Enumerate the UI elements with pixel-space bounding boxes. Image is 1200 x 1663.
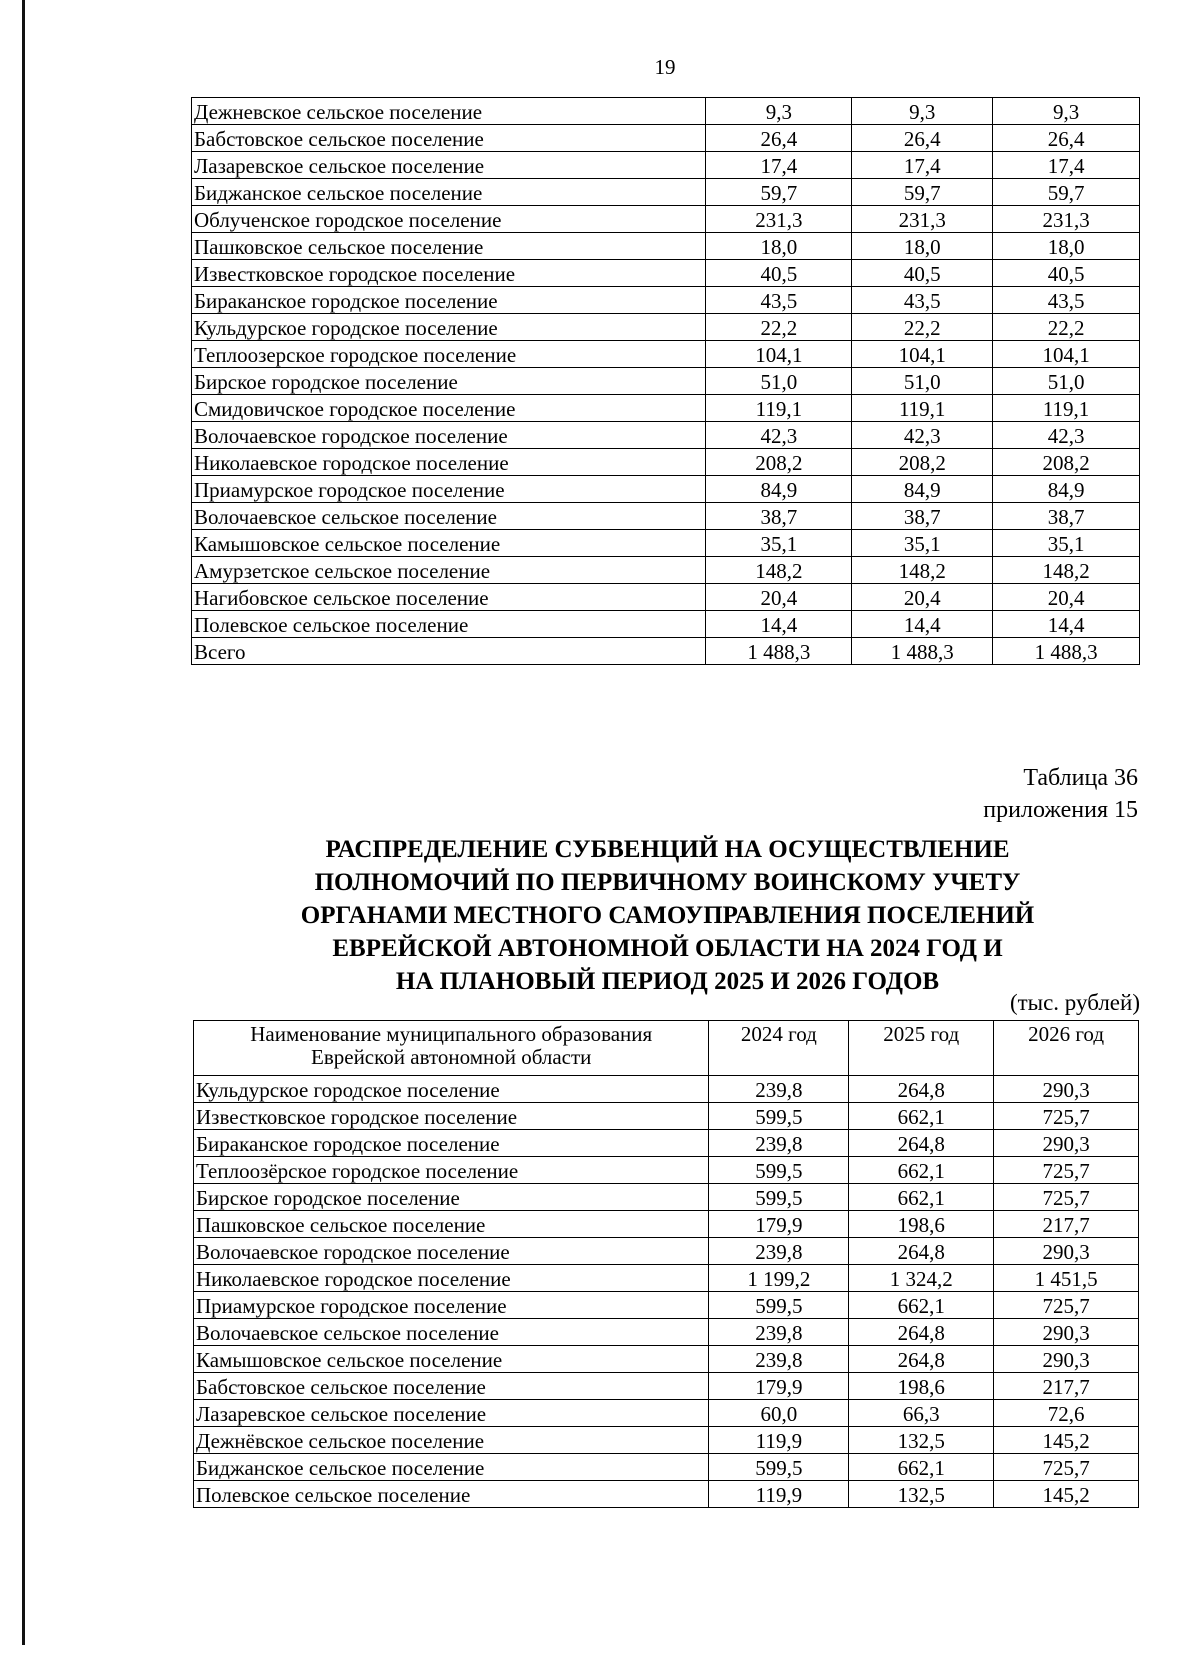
- table-row: [194, 1265, 1139, 1292]
- amount-cell: 662,1: [849, 1157, 994, 1184]
- amount-cell: 42,3: [706, 422, 852, 449]
- amount-cell: 599,5: [709, 1454, 849, 1481]
- amount-cell: 725,7: [994, 1184, 1139, 1211]
- table-row: [192, 179, 1140, 206]
- header-name-cell: [194, 1021, 709, 1076]
- amount-cell: 20,4: [993, 584, 1140, 611]
- amount-cell: 119,1: [706, 395, 852, 422]
- amount-cell: 40,5: [852, 260, 993, 287]
- amount-cell: 59,7: [706, 179, 852, 206]
- amount-cell: 17,4: [852, 152, 993, 179]
- amount-cell: 22,2: [993, 314, 1140, 341]
- amount-cell: 264,8: [849, 1130, 994, 1157]
- settlement-name-cell: Камышовское сельское поселение: [192, 530, 706, 557]
- page-number: 19: [654, 55, 676, 79]
- amount-cell: 239,8: [709, 1346, 849, 1373]
- settlement-name-cell: Николаевское городское поселение: [194, 1265, 709, 1292]
- settlement-name-cell: Полевское сельское поселение: [192, 611, 706, 638]
- table-row: [192, 152, 1140, 179]
- amount-cell: 60,0: [709, 1400, 849, 1427]
- amount-cell: 20,4: [852, 584, 993, 611]
- amount-cell: 119,1: [852, 395, 993, 422]
- settlement-name-cell: Пашковское сельское поселение: [192, 233, 706, 260]
- amount-cell: 18,0: [993, 233, 1140, 260]
- amount-cell: 148,2: [706, 557, 852, 584]
- amount-cell: 239,8: [709, 1076, 849, 1103]
- settlement-name-cell: Кульдурское городское поселение: [192, 314, 706, 341]
- table-caption-appendix: приложения 15: [983, 797, 1138, 823]
- table-row: [192, 368, 1140, 395]
- amount-cell: 84,9: [993, 476, 1140, 503]
- amount-cell: 1 451,5: [994, 1265, 1139, 1292]
- settlement-name-cell: Дежневское сельское поселение: [192, 98, 706, 125]
- amount-cell: 290,3: [994, 1238, 1139, 1265]
- amount-cell: 35,1: [852, 530, 993, 557]
- bottom-table: [193, 1020, 1139, 1508]
- settlement-name-cell: Известковское городское поселение: [192, 260, 706, 287]
- bottom-table-header: [194, 1021, 1139, 1076]
- amount-cell: 40,5: [706, 260, 852, 287]
- amount-cell: 132,5: [849, 1481, 994, 1508]
- table-row: [192, 449, 1140, 476]
- amount-cell: 1 488,3: [706, 638, 852, 665]
- bottom-table-body: [194, 1076, 1139, 1508]
- table-row: [194, 1103, 1139, 1130]
- settlement-name-cell: Облученское городское поселение: [192, 206, 706, 233]
- table-row: [194, 1238, 1139, 1265]
- amount-cell: 40,5: [993, 260, 1140, 287]
- table-row: [194, 1157, 1139, 1184]
- header-row: [194, 1021, 1139, 1076]
- amount-cell: 208,2: [852, 449, 993, 476]
- settlement-name-cell: Известковское городское поселение: [194, 1103, 709, 1130]
- amount-cell: 198,6: [849, 1211, 994, 1238]
- table-row: [194, 1481, 1139, 1508]
- amount-cell: 145,2: [994, 1427, 1139, 1454]
- amount-cell: 18,0: [706, 233, 852, 260]
- amount-cell: 18,0: [852, 233, 993, 260]
- amount-cell: 59,7: [993, 179, 1140, 206]
- table-row: [192, 125, 1140, 152]
- table-row: [194, 1427, 1139, 1454]
- header-2026: 2026 год: [994, 1021, 1139, 1076]
- amount-cell: 26,4: [993, 125, 1140, 152]
- amount-cell: 22,2: [852, 314, 993, 341]
- table-row: [192, 314, 1140, 341]
- amount-cell: 599,5: [709, 1292, 849, 1319]
- amount-cell: 725,7: [994, 1454, 1139, 1481]
- settlement-name-cell: Нагибовское сельское поселение: [192, 584, 706, 611]
- header-2024: 2024 год: [709, 1021, 849, 1076]
- table-row: [192, 287, 1140, 314]
- amount-cell: 725,7: [994, 1292, 1139, 1319]
- settlement-name-cell: Теплоозёрское городское поселение: [194, 1157, 709, 1184]
- amount-cell: 14,4: [993, 611, 1140, 638]
- amount-cell: 231,3: [852, 206, 993, 233]
- settlement-name-cell: Пашковское сельское поселение: [194, 1211, 709, 1238]
- table-row: [194, 1373, 1139, 1400]
- table-row: [192, 260, 1140, 287]
- amount-cell: 26,4: [706, 125, 852, 152]
- table-caption-number: Таблица 36: [1023, 765, 1138, 791]
- amount-cell: 9,3: [706, 98, 852, 125]
- amount-cell: 9,3: [852, 98, 993, 125]
- amount-cell: 104,1: [706, 341, 852, 368]
- amount-cell: 239,8: [709, 1319, 849, 1346]
- table-row: [192, 233, 1140, 260]
- table-row: [194, 1211, 1139, 1238]
- settlement-name-cell: Биджанское сельское поселение: [194, 1454, 709, 1481]
- header-name-line1: Наименование муниципального образования: [250, 1022, 653, 1046]
- amount-cell: 148,2: [993, 557, 1140, 584]
- amount-cell: 51,0: [993, 368, 1140, 395]
- table-row: [192, 611, 1140, 638]
- amount-cell: 239,8: [709, 1130, 849, 1157]
- amount-cell: 43,5: [852, 287, 993, 314]
- amount-cell: 43,5: [706, 287, 852, 314]
- document-title: [190, 833, 1145, 998]
- amount-cell: 290,3: [994, 1130, 1139, 1157]
- amount-cell: 290,3: [994, 1319, 1139, 1346]
- amount-cell: 51,0: [852, 368, 993, 395]
- table-row: [194, 1184, 1139, 1211]
- settlement-name-cell: Волочаевское городское поселение: [194, 1238, 709, 1265]
- settlement-name-cell: Камышовское сельское поселение: [194, 1346, 709, 1373]
- header-name-line2: Еврейской автономной области: [311, 1045, 592, 1070]
- table-row: [192, 530, 1140, 557]
- amount-cell: 662,1: [849, 1103, 994, 1130]
- top-table: [191, 97, 1140, 665]
- amount-cell: 35,1: [706, 530, 852, 557]
- amount-cell: 725,7: [994, 1157, 1139, 1184]
- amount-cell: 1 199,2: [709, 1265, 849, 1292]
- table-row: [192, 206, 1140, 233]
- table-row: [194, 1319, 1139, 1346]
- units-note: (тыс. рублей): [1009, 990, 1140, 1015]
- top-table-body: [192, 98, 1140, 665]
- amount-cell: 264,8: [849, 1346, 994, 1373]
- settlement-name-cell: Смидовичское городское поселение: [192, 395, 706, 422]
- table-row: [194, 1400, 1139, 1427]
- amount-cell: 17,4: [993, 152, 1140, 179]
- settlement-name-cell: Бирское городское поселение: [194, 1184, 709, 1211]
- amount-cell: 38,7: [993, 503, 1140, 530]
- table-row: [192, 98, 1140, 125]
- settlement-name-cell: Теплоозерское городское поселение: [192, 341, 706, 368]
- title-line: ОРГАНАМИ МЕСТНОГО САМОУПРАВЛЕНИЯ ПОСЕЛЕНИЙ: [300, 902, 1035, 929]
- settlement-name-cell: Амурзетское сельское поселение: [192, 557, 706, 584]
- amount-cell: 119,9: [709, 1427, 849, 1454]
- settlement-name-cell: Бабстовское сельское поселение: [192, 125, 706, 152]
- amount-cell: 290,3: [994, 1076, 1139, 1103]
- settlement-name-cell: Волочаевское сельское поселение: [194, 1319, 709, 1346]
- table-row: [194, 1076, 1139, 1103]
- amount-cell: 17,4: [706, 152, 852, 179]
- table-row: [192, 476, 1140, 503]
- amount-cell: 42,3: [852, 422, 993, 449]
- table-row: [192, 395, 1140, 422]
- settlement-name-cell: Бабстовское сельское поселение: [194, 1373, 709, 1400]
- title-line: ЕВРЕЙСКОЙ АВТОНОМНОЙ ОБЛАСТИ НА 2024 ГОД И: [332, 935, 1003, 962]
- amount-cell: 119,9: [709, 1481, 849, 1508]
- amount-cell: 104,1: [993, 341, 1140, 368]
- settlement-name-cell: Приамурское городское поселение: [192, 476, 706, 503]
- settlement-name-cell: Кульдурское городское поселение: [194, 1076, 709, 1103]
- amount-cell: 14,4: [852, 611, 993, 638]
- amount-cell: 231,3: [706, 206, 852, 233]
- amount-cell: 22,2: [706, 314, 852, 341]
- amount-cell: 217,7: [994, 1211, 1139, 1238]
- title-line: ПОЛНОМОЧИЙ ПО ПЕРВИЧНОМУ ВОИНСКОМУ УЧЕТУ: [314, 869, 1021, 896]
- amount-cell: 179,9: [709, 1211, 849, 1238]
- amount-cell: 9,3: [993, 98, 1140, 125]
- amount-cell: 662,1: [849, 1292, 994, 1319]
- title-line: НА ПЛАНОВЫЙ ПЕРИОД 2025 И 2026 ГОДОВ: [395, 968, 940, 995]
- scan-edge-line: [22, 0, 25, 1645]
- amount-cell: 51,0: [706, 368, 852, 395]
- table-row: [194, 1346, 1139, 1373]
- amount-cell: 198,6: [849, 1373, 994, 1400]
- settlement-name-cell: Всего: [192, 638, 706, 665]
- settlement-name-cell: Дежнёвское сельское поселение: [194, 1427, 709, 1454]
- amount-cell: 14,4: [706, 611, 852, 638]
- table-row: [192, 422, 1140, 449]
- amount-cell: 231,3: [993, 206, 1140, 233]
- amount-cell: 264,8: [849, 1319, 994, 1346]
- amount-cell: 66,3: [849, 1400, 994, 1427]
- amount-cell: 119,1: [993, 395, 1140, 422]
- amount-cell: 72,6: [994, 1400, 1139, 1427]
- amount-cell: 599,5: [709, 1103, 849, 1130]
- amount-cell: 148,2: [852, 557, 993, 584]
- amount-cell: 264,8: [849, 1238, 994, 1265]
- settlement-name-cell: Лазаревское сельское поселение: [192, 152, 706, 179]
- settlement-name-cell: Биджанское сельское поселение: [192, 179, 706, 206]
- amount-cell: 239,8: [709, 1238, 849, 1265]
- amount-cell: 84,9: [706, 476, 852, 503]
- amount-cell: 662,1: [849, 1184, 994, 1211]
- title-line: РАСПРЕДЕЛЕНИЕ СУБВЕНЦИЙ НА ОСУЩЕСТВЛЕНИЕ: [325, 836, 1010, 863]
- amount-cell: 104,1: [852, 341, 993, 368]
- amount-cell: 84,9: [852, 476, 993, 503]
- amount-cell: 43,5: [993, 287, 1140, 314]
- settlement-name-cell: Бираканское городское поселение: [192, 287, 706, 314]
- amount-cell: 217,7: [994, 1373, 1139, 1400]
- amount-cell: 599,5: [709, 1184, 849, 1211]
- amount-cell: 725,7: [994, 1103, 1139, 1130]
- amount-cell: 38,7: [852, 503, 993, 530]
- settlement-name-cell: Приамурское городское поселение: [194, 1292, 709, 1319]
- amount-cell: 599,5: [709, 1157, 849, 1184]
- table-row: [192, 503, 1140, 530]
- table-row: [194, 1454, 1139, 1481]
- table-row: [192, 638, 1140, 665]
- amount-cell: 208,2: [993, 449, 1140, 476]
- amount-cell: 264,8: [849, 1076, 994, 1103]
- amount-cell: 132,5: [849, 1427, 994, 1454]
- amount-cell: 1 324,2: [849, 1265, 994, 1292]
- amount-cell: 35,1: [993, 530, 1140, 557]
- amount-cell: 59,7: [852, 179, 993, 206]
- settlement-name-cell: Бираканское городское поселение: [194, 1130, 709, 1157]
- amount-cell: 38,7: [706, 503, 852, 530]
- settlement-name-cell: Полевское сельское поселение: [194, 1481, 709, 1508]
- settlement-name-cell: Николаевское городское поселение: [192, 449, 706, 476]
- amount-cell: 662,1: [849, 1454, 994, 1481]
- table-row: [194, 1292, 1139, 1319]
- amount-cell: 1 488,3: [993, 638, 1140, 665]
- amount-cell: 42,3: [993, 422, 1140, 449]
- amount-cell: 26,4: [852, 125, 993, 152]
- amount-cell: 208,2: [706, 449, 852, 476]
- table-row: [194, 1130, 1139, 1157]
- settlement-name-cell: Волочаевское сельское поселение: [192, 503, 706, 530]
- table-row: [192, 557, 1140, 584]
- amount-cell: 20,4: [706, 584, 852, 611]
- table-row: [192, 341, 1140, 368]
- settlement-name-cell: Лазаревское сельское поселение: [194, 1400, 709, 1427]
- amount-cell: 290,3: [994, 1346, 1139, 1373]
- settlement-name-cell: Волочаевское городское поселение: [192, 422, 706, 449]
- amount-cell: 179,9: [709, 1373, 849, 1400]
- header-2025: 2025 год: [849, 1021, 994, 1076]
- amount-cell: 1 488,3: [852, 638, 993, 665]
- amount-cell: 145,2: [994, 1481, 1139, 1508]
- table-row: [192, 584, 1140, 611]
- settlement-name-cell: Бирское городское поселение: [192, 368, 706, 395]
